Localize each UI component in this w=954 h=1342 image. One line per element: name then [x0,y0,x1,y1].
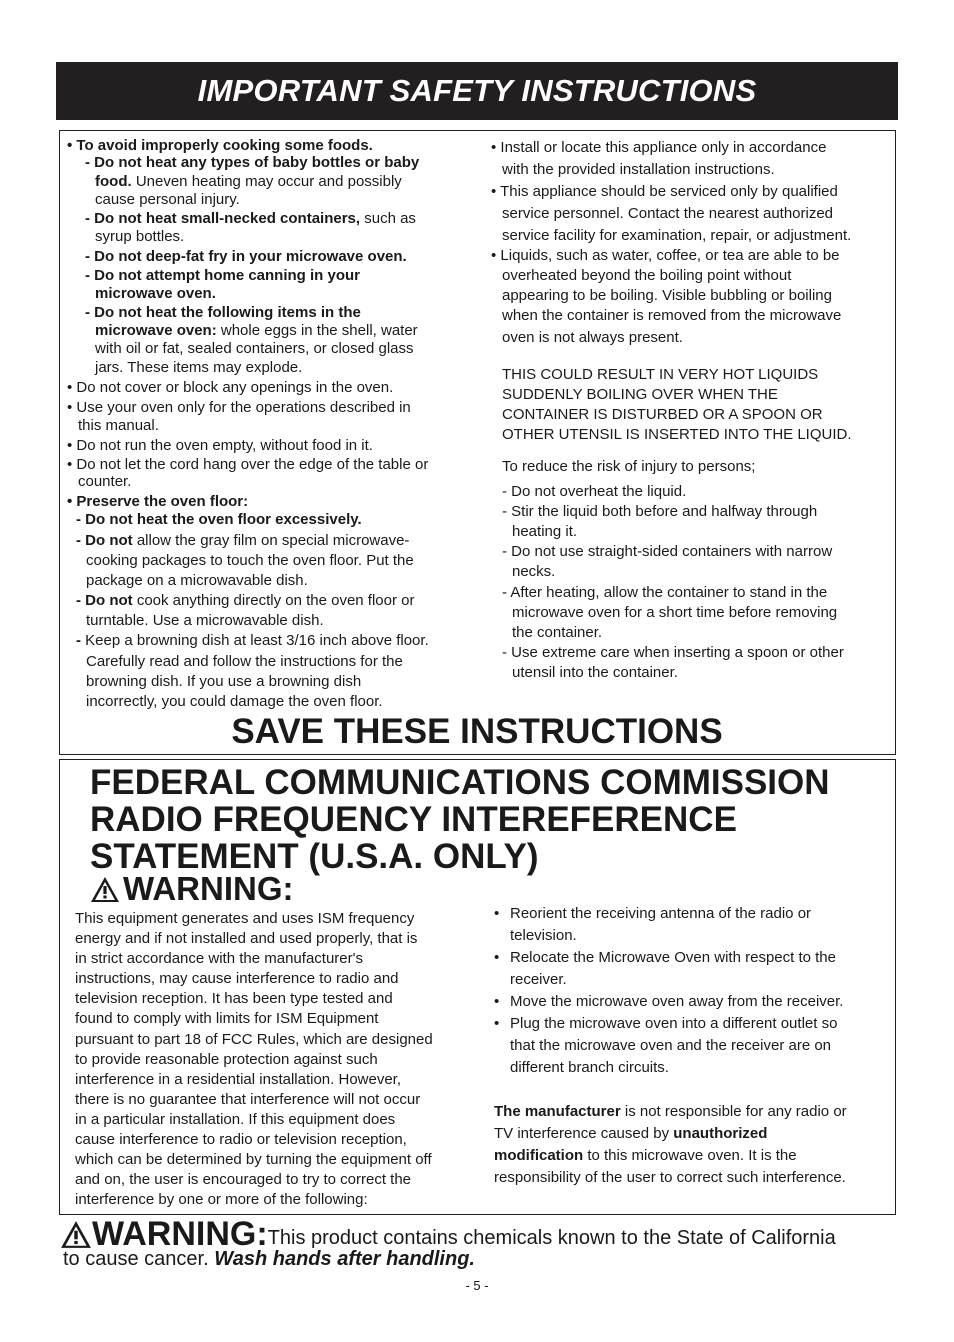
text-line: heating it. [512,523,578,540]
text-line: microwave oven. [95,285,216,302]
text-line: • Install or locate this appliance only in accordance [491,139,827,156]
text-line: syrup bottles. [95,228,185,245]
text-line: different branch circuits. [510,1059,669,1076]
text-line: - Stir the liquid both before and halfway through [502,503,818,520]
fcc-left-column [75,909,475,1210]
page-title: IMPORTANT SAFETY INSTRUCTIONS [197,73,757,108]
text-line: to this microwave oven. It is the [583,1147,797,1164]
text-line: oven is not always present. [502,329,683,346]
text-line: Carefully read and follow the instructions for the [86,653,403,670]
text-line: cooking packages to touch the oven floor. Put the [86,552,414,569]
text-line: interference in a residential installation. However, [75,1070,402,1088]
text-line: energy and if not installed and used properly, that is [75,930,418,948]
text-line: with the provided installation instructions. [502,161,775,178]
text-line: - [85,154,90,171]
text-line: interference by one or more of the following: [75,1191,368,1209]
fcc-title-line: STATEMENT (U.S.A. ONLY) [90,837,539,876]
text-line: the container. [512,624,603,641]
list-item [494,947,889,991]
text-line: there is no guarantee that interference will not occur [75,1090,421,1108]
text-line: counter. [78,473,132,490]
fcc-title-line: FEDERAL COMMUNICATIONS COMMISSION [90,763,830,802]
text-line: to provide reasonable protection against such [75,1050,378,1068]
text-line: THIS COULD RESULT IN VERY HOT LIQUIDS [502,366,819,383]
save-instructions-title: SAVE THESE INSTRUCTIONS [231,712,723,751]
text-line: The manufacturer [494,1103,621,1120]
text-line: receiver. [510,971,567,988]
bullet: • [494,905,500,922]
text-line: Keep a browning dish at least 3/16 inch above floor. [81,632,429,649]
manufacturer-note [494,1101,889,1189]
fcc-right-column [494,903,889,1189]
text-line: browning dish. If you use a browning dish [86,673,362,690]
text-line: jars. These items may explode. [95,359,303,376]
text-line: cook anything directly on the oven floor or [132,592,415,609]
text-line: with oil or fat, sealed containers, or closed glass [95,340,414,357]
text-line: that the microwave oven and the receiver are on [510,1037,832,1054]
warning-label: WARNING: [92,1215,268,1253]
text-line: this manual. [78,417,159,434]
fcc-title [90,764,830,875]
text-line: found to comply with limits for ISM Equipment [75,1010,379,1028]
text-line: Relocate the Microwave Oven with respect to the [510,949,836,966]
text-line: food. [95,173,132,190]
text-line: turntable. Use a microwavable dish. [86,612,324,629]
text-line: unauthorized [673,1125,768,1142]
warning-triangle-icon [90,876,120,903]
warning-label: WARNING: [123,870,294,907]
california-warning [60,1215,940,1271]
warning-text: to cause cancer. [63,1248,215,1270]
warning-text: This product contains chemicals known to the State of California [267,1227,836,1249]
text-line: service facility for examination, repair, or adjustment. [502,227,852,244]
text-line: modification [494,1147,584,1164]
text-line: - Do not [76,532,133,549]
text-line: whole eggs in the shell, water [216,322,418,339]
text-line: utensil into the container. [512,664,678,681]
bullet: • [494,1015,500,1032]
text-line: television reception. It has been type tested and [75,990,393,1008]
text-line: Reorient the receiving antenna of the radio or [510,905,812,922]
text-line: cause interference to radio or television reception, [75,1131,407,1149]
text-line: • Use your oven only for the operations described in [67,399,411,416]
bullet: • [494,949,500,966]
text-line: cause personal injury. [95,191,240,208]
text-line: and on, the user is encouraged to try to correct the [75,1171,412,1189]
text-line: Move the microwave oven away from the receiver. [510,993,844,1010]
text-line: SUDDENLY BOILING OVER WHEN THE [502,386,778,403]
text-line: - Do not heat the following items in the [85,304,361,321]
text-line: • Do not let the cord hang over the edge of the table or [67,456,429,473]
text-line: - Do not heat the oven floor excessively. [76,511,362,528]
warning-triangle-icon [60,1220,92,1249]
text-line: - [76,632,81,649]
text-line: allow the gray film on special microwave- [132,532,410,549]
text-line: To reduce the risk of injury to persons; [502,458,756,475]
text-line: Plug the microwave oven into a different outlet so [510,1015,838,1032]
text-line: instructions, may cause interference to radio and [75,970,399,988]
text-line: - After heating, allow the container to stand in the [502,584,828,601]
text-line: This equipment generates and uses ISM frequency [75,910,415,927]
fcc-warning-heading [90,870,293,908]
text-line: appearing to be boiling. Visible bubbling or boiling [502,287,832,304]
text-line: • Liquids, such as water, coffee, or tea are able to be [491,247,840,264]
warning-emphasis: Wash hands after handling. [214,1248,475,1270]
text-line: in strict accordance with the manufacturer's [75,950,363,968]
text-line: such as [360,210,416,227]
text-line: - Use extreme care when inserting a spoon or other [502,644,844,661]
text-line: pursuant to part 18 of FCC Rules, which are designed [75,1030,433,1048]
list-item [494,1013,889,1079]
text-line: microwave oven: [95,322,217,339]
text-line: CONTAINER IS DISTURBED OR A SPOON OR [502,406,823,423]
text-line: overheated beyond the boiling point without [502,267,792,284]
text-line: responsibility of the user to correct such interference. [494,1169,846,1186]
text-line: package on a microwavable dish. [86,572,308,589]
text-line: • This appliance should be serviced only by qualified [491,183,838,200]
bullet: • [494,993,500,1010]
header-bar [56,62,898,120]
text-line: • To avoid improperly cooking some foods. [67,137,373,154]
text-line: - Do not use straight-sided containers with narrow [502,543,833,560]
text-line: - Do not deep-fat fry in your microwave oven. [85,248,407,265]
text-line: necks. [512,563,556,580]
text-line: microwave oven for a short time before removing [512,604,838,621]
text-line: in a particular installation. If this equipment does [75,1110,396,1128]
text-line: TV interference caused by [494,1125,674,1142]
text-line: is not responsible for any radio or [620,1103,847,1120]
text-line: Do not heat any types of baby bottles or baby [94,154,420,171]
text-line: - Do not heat small-necked containers, [85,210,361,227]
text-line: • Do not cover or block any openings in the oven. [67,379,394,396]
page-number: - 5 - [465,1278,489,1293]
text-line: television. [510,927,577,944]
text-line: Uneven heating may occur and possibly [131,173,402,190]
text-line: OTHER UTENSIL IS INSERTED INTO THE LIQUID. [502,426,852,443]
text-line: - Do not overheat the liquid. [502,483,687,500]
list-item [494,903,889,947]
text-line: when the container is removed from the microwave [502,307,842,324]
text-line: which can be determined by turning the equipment off [75,1151,432,1169]
text-line: - Do not attempt home canning in your [85,267,360,284]
list-item [494,991,889,1013]
text-line: incorrectly, you could damage the oven floor. [86,693,383,710]
text-line: • Preserve the oven floor: [67,493,249,510]
text-line: service personnel. Contact the nearest authorized [502,205,834,222]
fcc-title-line: RADIO FREQUENCY INTEREFERENCE [90,800,737,839]
text-line: • Do not run the oven empty, without food in it. [67,437,373,454]
text-line: - Do not [76,592,133,609]
